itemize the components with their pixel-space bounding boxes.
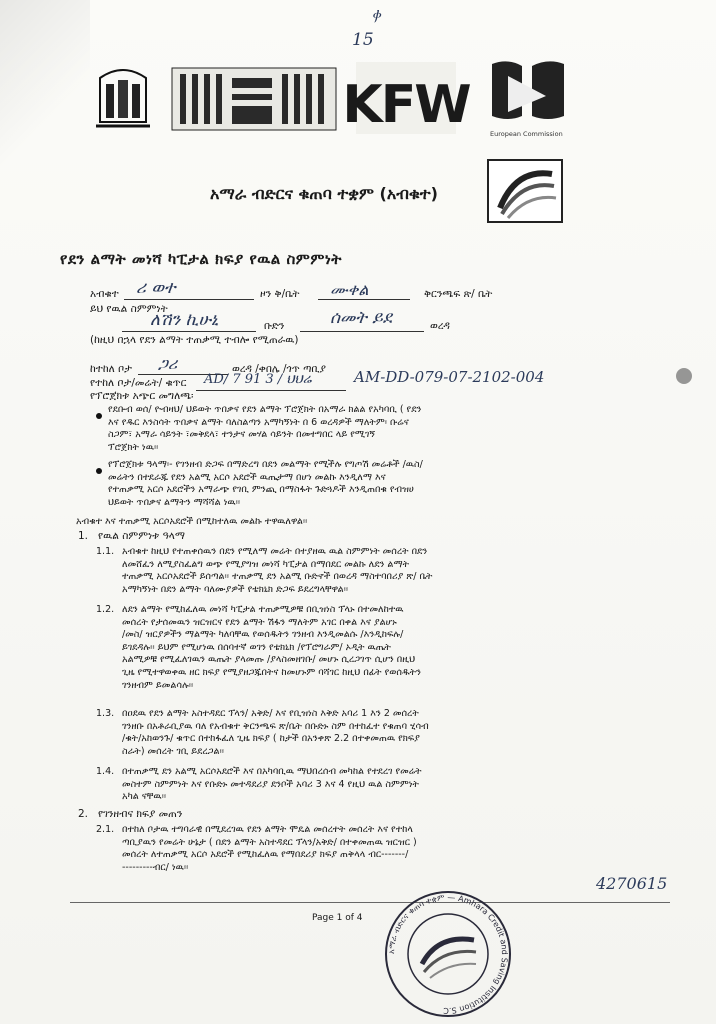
european-commission-logo: [488, 56, 568, 152]
scan-edge-shadow: [0, 0, 90, 220]
handwritten-project-id: AM-DD-079-07-2102-004: [354, 368, 545, 386]
field-name-value: ሪ ወተ: [136, 278, 176, 298]
field-group-line: [300, 331, 424, 332]
corner-scribble: ⲫ: [372, 4, 381, 23]
clause-2-1: በተከለ ቦታዉ ተግባራዊ በሚደረገዉ የደን ልማት ሞዴል መሰረተት መሰረት እና የተከላ ጣቢያዉን የመሬት ሁኔታ ( በደን ልማት አስተዳደር ፕላን/አቅድ/ በተቀመጠዉ ዝርዝር ) መሰረት ለተጠቃሚ አርሶ አደሮች የሚከፈለዉ የማበደሪያ ክፍያ ጠቅላላ ብር-------/ ---------ብር/ ነዉ፡፡: [122, 824, 417, 873]
section-1-title: የዉል ስምምነቱ ዓላማ: [98, 530, 185, 542]
kfw-logo-text: KFW: [342, 75, 470, 135]
kfw-logo: [342, 62, 470, 135]
clause-1-1: አብቁተ ከዚህ የተጠቀሰዉን በደን የሚለማ መሬት በተያዘዉ ዉል ስምምነት መሰረት በደን ለመሸፈን ለሚያስፈልግ ወጭ የሚያግዝ መነሻ ካፒታል በማበደር መልኩ ለደን ልማት ተጠቃሚ አርሶአደሮች ይሰጣል፡፡ ተጠቃሚ ደን አልሚ ቡድኖች በወረዳ ማስተባበሪያ ጽ/ ቤት አማካኝነት በደን ልማት ባለሙያዎች የቴክኒክ ድጋፍ ይደረግላቸዋል፡፡: [122, 546, 433, 595]
field-code-value: AD/ 7 91 3 / ህህሬ: [204, 372, 312, 387]
section-2-number: 2.: [78, 808, 89, 820]
field-location-value: ጋሪ: [158, 354, 178, 373]
field-kebele-line: [318, 299, 410, 300]
section-2-title: የገንዘብና ክፍያ መጠን: [98, 808, 183, 820]
bullet-2: የፕሮጀክቱ ዓላማ፡- የገንዘብ ድጋፍ በማድረግ በደን መልማት የሚችሉ የግጦሽ መሬቶች /ዉስ/ መሬትን በተደራጁ የደን አልሚ አርሶ አደሮች ዉጤታማ በሆነ መልኩ እንዲለማ እና የተጠቃሚ አርሶ አደሮችን አማራጭ የገቢ ምንጪ በማስፋት ጉድጓዶች እንዲጠበቁ የብዝሀ ህይወት ጥበቃና ልማትን ማሻሻል ነዉ፡፡: [108, 459, 423, 508]
bullet-1: የደቡብ ወሰ/ ዮብዛህ/ ህይወት ጥበቃና የደን ልማት ፕሮጀክት በአማራ ክልል የአካባቢ ( የደን እና የዱር እንስሳት ጥበቃና ልማት ባለስልጣን አማካኝነት በ 6 ወረዳዎች ማለትም፡ ቡሬና ስጋም፣ አማራ ሳይንት ፣መቅደላ፣ ተንታና መሃል ሳይንት በመተግበር ላይ የሚገኝ ፕሮጀክት ነዉ፡፡: [108, 404, 422, 453]
field-kebele-value: ሙቀል: [330, 280, 369, 299]
document-heading: የደን ልማት መነሻ ካፒታል ክፍያ የዉል ስምምነት: [60, 250, 342, 268]
clause-1-2-number: 1.2.: [96, 604, 115, 615]
bullet-dot-2: [96, 468, 102, 474]
ethiopia-emblem-logo: [92, 62, 154, 132]
footer-page-number: Page 1 of 4: [312, 913, 363, 923]
field-woreda-label: ወረዳ: [430, 320, 450, 332]
field-code2-label: የፕሮጀክቱ አጭር መግለጫ፡: [90, 390, 194, 402]
stamp-text: አማራ ብድርና ቁጠባ ተቋም — Amhara Credit and Saving Institution S.C: [386, 892, 510, 1016]
field-group-value: ሰመት ይደ: [330, 308, 392, 328]
clause-1-3-number: 1.3.: [96, 708, 115, 719]
clause-2-1-number: 2.1.: [96, 824, 115, 835]
acsi-logo: [486, 158, 564, 224]
field-location-rest-label: ወረዳ /ቀበሌ /ጎጥ ጣቢያ: [232, 363, 326, 375]
footer-rule: [70, 902, 670, 903]
field-person-value: ለሽን ኪሁኒ: [150, 310, 219, 330]
field-group-label: ቡድን: [264, 320, 285, 332]
institution-stamp: [378, 890, 518, 1018]
hole-punch: [676, 368, 692, 384]
field-kebele-label: ዞን ቅ/ቤት: [260, 288, 300, 300]
handwritten-amount: 4270615: [596, 874, 668, 893]
field-location-label: ከተከለ ቦታ: [90, 363, 133, 375]
field-contract-label: ይህ የዉል ስምምነት: [90, 303, 168, 315]
field-name-line: [124, 299, 254, 300]
partner-logo-text: European Commission: [490, 130, 563, 138]
clause-1-1-number: 1.1.: [96, 546, 115, 557]
field-code-label: የተከለ ቦታ/መሬት/ ቁጥር: [90, 377, 187, 389]
section-1-number: 1.: [78, 530, 89, 542]
field-person-line: [122, 331, 256, 332]
field-name-label: አብቁተ: [90, 288, 119, 300]
clause-1-2: ለደን ልማት የሚከፈለዉ መነሻ ካፒታል ተጠቃሚዎቹ በቢዝነስ ፕላኑ በተመለከተዉ መሰረት የታሰመዉን ዝርዝርና የደን ልማት ሽፋን ማለትም አገር በቀል እና ያልሆኑ /መስ/ ዝርያዎችን ማልማት ካለባቸዉ የወሰዱትን ገንዘብ እንዲመልሱ /እንዲከፍሉ/ ይገደዳሉ፡፡ ይህም የሚሆነዉ በሰባተኛ ወገን የቴክኒክ /የፕሮግራም/ ኦዲት ዉጤት አልሚዎቹ የሚፈለገዉን ዉጤት ያላመጡ /ያላስመዘገቡ/ መሆኑ ሲረጋገጥ ሲሆን በዚህ ጊዜ የሚተዋወቀዉ ዘር ክፍያ የሚያዘጋጁበትና ከመሆኑም ባሻገር ከዚህ በፊት የወሰዱትን ገንዘብም ይመልሳሉ፡፡: [122, 604, 422, 691]
clause-1-4: በተጠቃሚ ደን አልሚ አርሶአደሮች እና በአካባቢዉ ማህበረሰብ መካከል የተደረገ የመሬት መስተም ስምምነት እና የቡድኑ መተዳደሪያ ደንቦች አባሪ 3 እና 4 የዚህ ዉል ስምምነት አካል ናቸዉ፡፡: [122, 766, 422, 803]
institution-building-logo: [170, 64, 338, 134]
bullet-dot-1: [96, 413, 102, 419]
field-code-line: [196, 390, 346, 391]
field-branch-label: ቅርንጫፍ ጽ/ ቤት: [424, 288, 493, 300]
clause-1-3: በዐደዉ የደን ልማት አስተዳደር ፕላን/ አቅድ/ እና የቢዝነስ እቅድ አባሪ 1 እን 2 መሰረት ገንዘቡ በአቶራቢያዉ ባለ የአብቁተ ቅርንጫፍ ጽ/ቤት በቡድኑ ስም በተከፈተ የቁጠባ ሂሳብ /ቁት/አከወንጉ/ ቁጥር በተከፋፈለ ጊዜ ክፍያ ( ከታች በአንቀጽ 2.2 በተቀመጠዉ የክፍያ ስራት) መሰረት ገቢ ይደረጋል፡፡: [122, 708, 429, 757]
clause-1-4-number: 1.4.: [96, 766, 115, 777]
agreement-intro: አብቁተ እና ተጠቃሚ አርሶአደሮች በሚከተለዉ መልኩ ተዋዉለዋል፡፡: [76, 516, 308, 527]
institution-title: አማራ ብድርና ቁጠባ ተቋም (አብቁተ): [210, 184, 438, 203]
page-number-mark: 15: [352, 30, 374, 50]
field-note: (ከዚህ በኋላ የደን ልማት ተጠቃሚ ተብሎ የሚጠራዉ): [90, 334, 299, 346]
